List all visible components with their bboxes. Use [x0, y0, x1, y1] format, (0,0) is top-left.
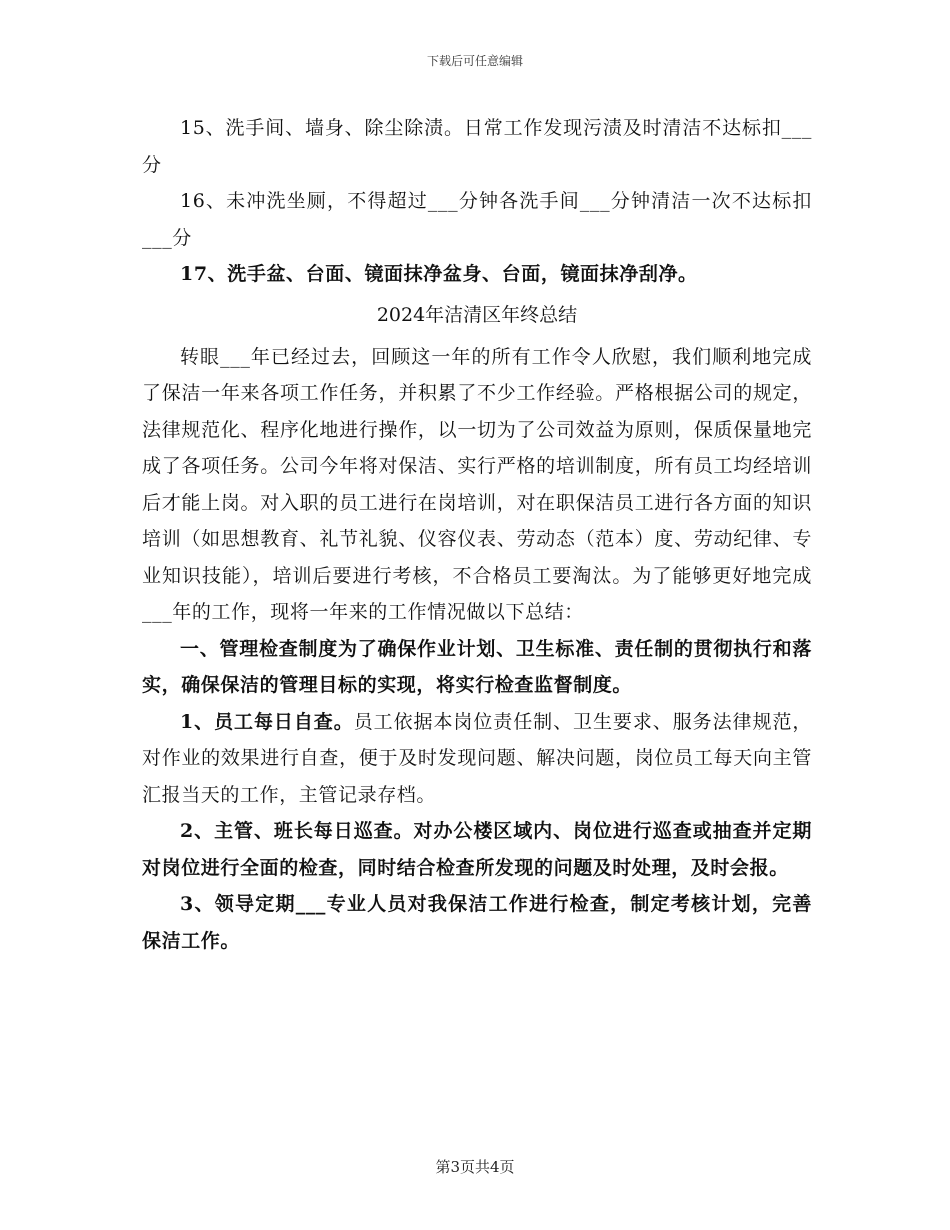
section-one-heading: 一、管理检查制度为了确保作业计划、卫生标准、责任制的贯彻执行和落实，确保保洁的管理目标的实现，将实行检查监督制度。 — [142, 637, 812, 696]
section-title: 2024年洁清区年终总结 — [376, 303, 578, 326]
point-3-paragraph: 3、领导定期___专业人员对我保洁工作进行检查，制定考核计划，完善保洁工作。 — [142, 893, 812, 952]
point-1-text: 员工依据本岗位责任制、卫生要求、服务法律规范，对作业的效果进行自查，便于及时发现问题、解决问题，岗位员工每天向主管汇报当天的工作，主管记录存档。 — [142, 710, 812, 806]
document-body — [142, 110, 812, 959]
point-1-lead: 1、员工每日自查。 — [180, 710, 354, 733]
page-footer: 第3页共4页 — [435, 1158, 515, 1176]
page-header: 下载后可任意编辑 — [426, 54, 523, 68]
item-16: 16、未冲洗坐厕，不得超过___分钟各洗手间___分钟清洁一次不达标扣___分 — [142, 190, 812, 249]
point-2-paragraph: 2、主管、班长每日巡查。对办公楼区域内、岗位进行巡查或抽查并定期对岗位进行全面的检查，同时结合检查所发现的问题及时处理，及时会报。 — [142, 820, 812, 879]
item-15: 15、洗手间、墙身、除尘除渍。日常工作发现污渍及时清洁不达标扣___分 — [142, 117, 812, 176]
intro-paragraph: 转眼___年已经过去，回顾这一年的所有工作令人欣慰，我们顺利地完成了保洁一年来各项工作任务，并积累了不少工作经验。严格根据公司的规定，法律规范化、程序化地进行操作，以一切为了公司效益为原则，保质保量地完成了各项任务。公司今年将对保洁、实行严格的培训制度，所有员工均经培训后才能上岗。对入职的员工进行在岗培训，对在职保洁员工进行各方面的知识培训（如思想教育、礼节礼貌、仪容仪表、劳动态（范本）度、劳动纪律、专业知识技能），培训后要进行考核，不合格员工要淘汰。为了能够更好地完成___年的工作，现将一年来的工作情况做以下总结： — [142, 345, 812, 623]
point-1-paragraph — [142, 704, 812, 814]
item-17: 17、洗手盆、台面、镜面抹净盆身、台面，镜面抹净刮净。 — [180, 263, 698, 285]
